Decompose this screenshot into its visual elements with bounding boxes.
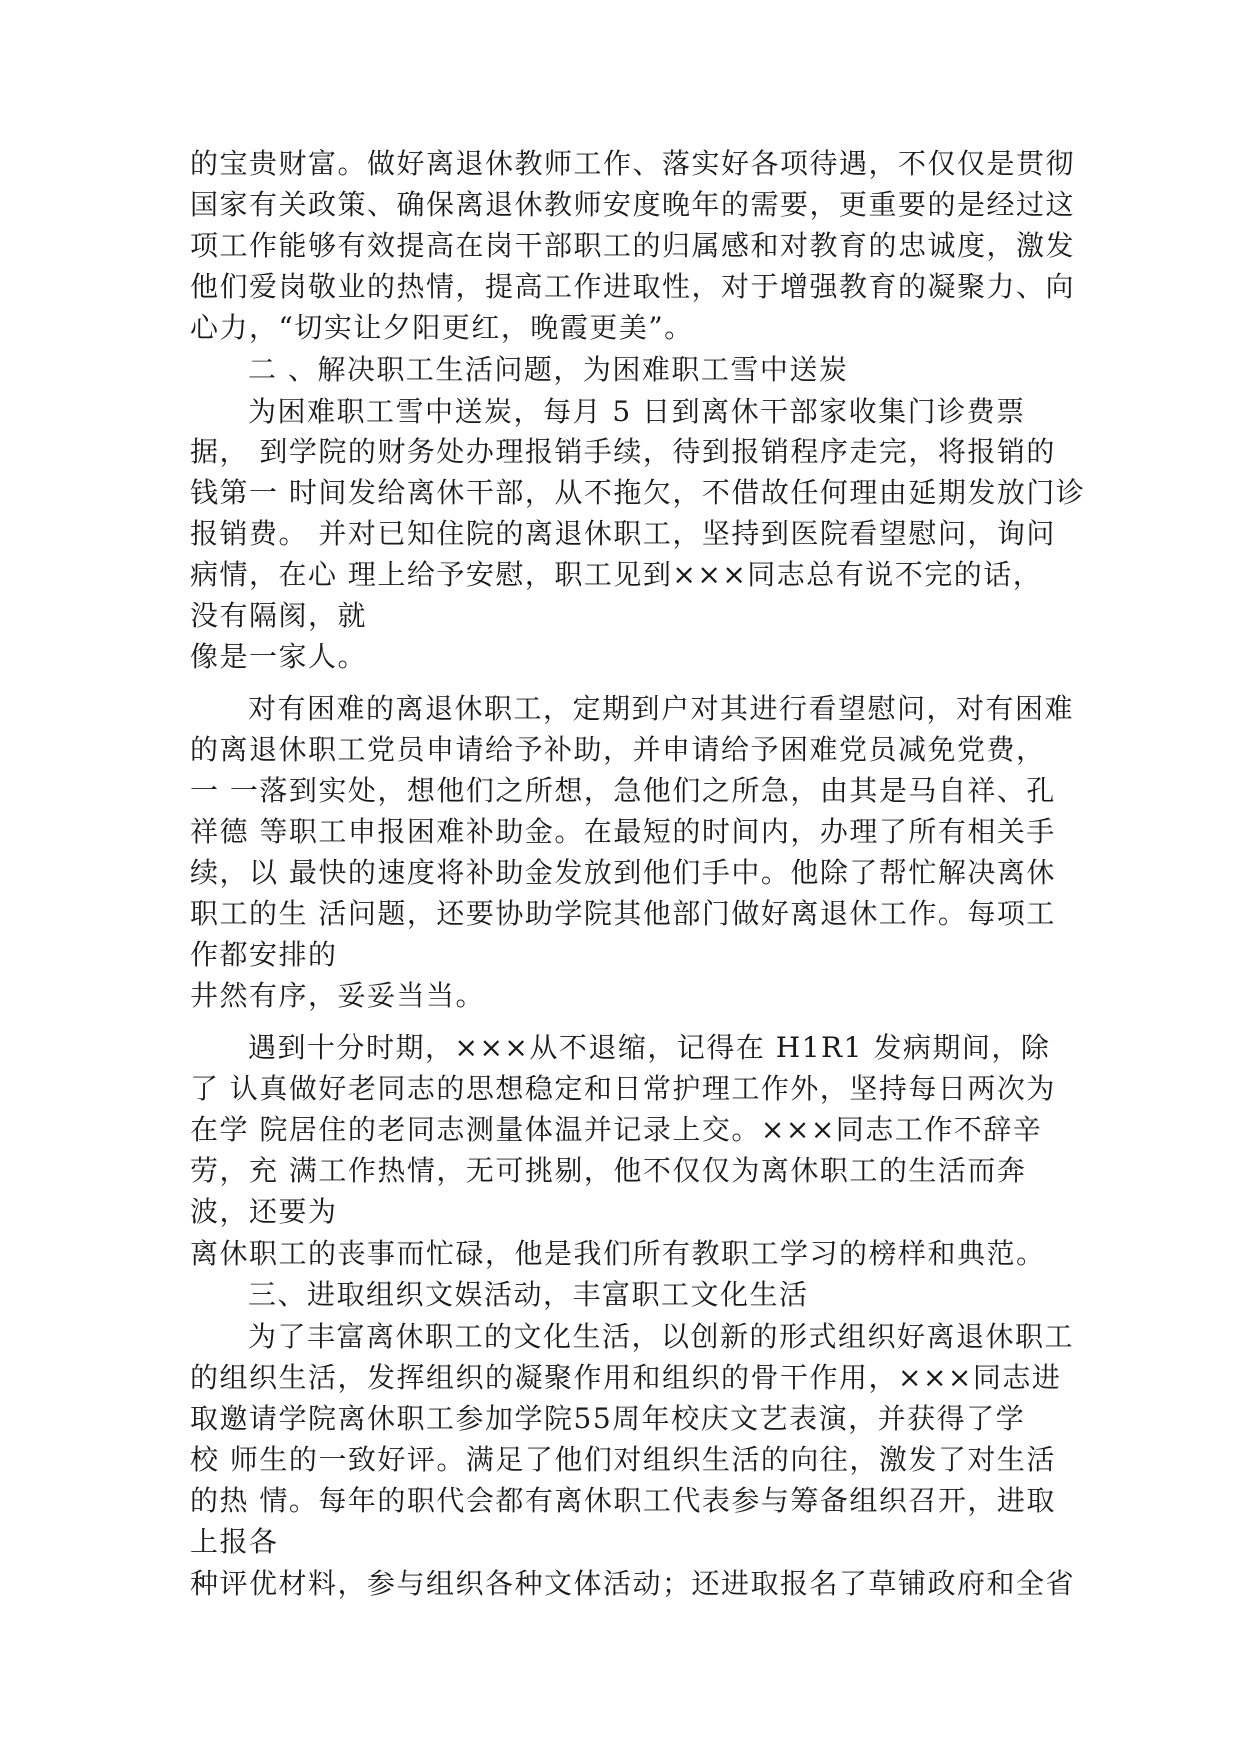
text-line: 钱第一 时间发给离休干部，从不拖欠，不借故任何理由延期发放门诊 [190, 476, 1086, 509]
text-line: 一 一落到实处，想他们之所想，急他们之所急，由其是马自祥、孔 [190, 774, 1056, 807]
text-line: 续，以 最快的速度将补助金发放到他们手中。他除了帮忙解决离休 [190, 856, 1056, 889]
section-heading: 二 、解决职工生活问题，为困难职工雪中送炭 [248, 353, 849, 386]
text-line: 遇到十分时期，×××从不退缩，记得在 H1R1 发病期间，除 [248, 1031, 1051, 1064]
text-line: 取邀请学院离休职工参加学院55周年校庆文艺表演，并获得了学 [190, 1402, 1026, 1435]
text-line: 上报各 [190, 1525, 279, 1558]
text-line: 井然有序，妥妥当当。 [190, 979, 486, 1012]
text-line: 的热 情。每年的职代会都有离休职工代表参与筹备组织召开，进取 [190, 1484, 1056, 1517]
text-line: 的宝贵财富。做好离退休教师工作、落实好各项待遇，不仅仅是贯彻 [190, 147, 1076, 180]
text-line: 为困难职工雪中送炭，每月 5 日到离休干部家收集门诊费票 [248, 395, 1026, 428]
text-line: 劳，充 满工作热情，无可挑剔，他不仅仅为离休职工的生活而奔 [190, 1154, 1027, 1187]
text-line: 了 认真做好老同志的思想稳定和日常护理工作外，坚持每日两次为 [190, 1072, 1056, 1105]
text-line: 他们爱岗敬业的热情，提高工作进取性，对于增强教育的凝聚力、向 [190, 270, 1076, 303]
section-heading: 三、进取组织文娱活动，丰富职工文化生活 [248, 1278, 809, 1311]
text-line: 离休职工的丧事而忙碌，他是我们所有教职工学习的榜样和典范。 [190, 1237, 1046, 1270]
text-line: 像是一家人。 [190, 640, 368, 673]
text-line: 心力，“切实让夕阳更红，晚霞更美”。 [190, 311, 694, 344]
text-line: 没有隔阂，就 [190, 599, 368, 632]
text-line: 项工作能够有效提高在岗干部职工的归属感和对教育的忠诚度，激发 [190, 229, 1076, 262]
text-line: 的组织生活，发挥组织的凝聚作用和组织的骨干作用，×××同志进 [190, 1361, 1062, 1394]
text-line: 对有困难的离退休职工，定期到户对其进行看望慰问，对有困难 [248, 692, 1075, 725]
text-line: 的离退休职工党员申请给予补助，并申请给予困难党员减免党费， [190, 733, 1046, 766]
text-line: 据， 到学院的财务处办理报销手续，待到报销程序走完，将报销的 [190, 435, 1056, 468]
text-line: 在学 院居住的老同志测量体温并记录上交。×××同志工作不辞辛 [190, 1113, 1043, 1146]
text-line: 国家有关政策、确保离退休教师安度晚年的需要，更重要的是经过这 [190, 188, 1076, 221]
text-line: 职工的生 活问题，还要协助学院其他部门做好离退休工作。每项工 [190, 897, 1056, 930]
text-line: 报销费。 并对已知住院的离退休职工，坚持到医院看望慰问，询问 [190, 517, 1056, 550]
text-line: 祥德 等职工申报困难补助金。在最短的时间内，办理了所有相关手 [190, 815, 1056, 848]
text-line: 作都安排的 [190, 938, 338, 971]
text-line: 种评优材料，参与组织各种文体活动；还进取报名了草铺政府和全省 [190, 1567, 1076, 1600]
text-line: 为了丰富离休职工的文化生活，以创新的形式组织好离退休职工 [248, 1320, 1075, 1353]
text-line: 病情，在心 理上给予安慰，职工见到×××同志总有说不完的话， [190, 558, 1043, 591]
text-line: 校 师生的一致好评。满足了他们对组织生活的向往，激发了对生活 [190, 1443, 1056, 1476]
text-line: 波，还要为 [190, 1195, 338, 1228]
